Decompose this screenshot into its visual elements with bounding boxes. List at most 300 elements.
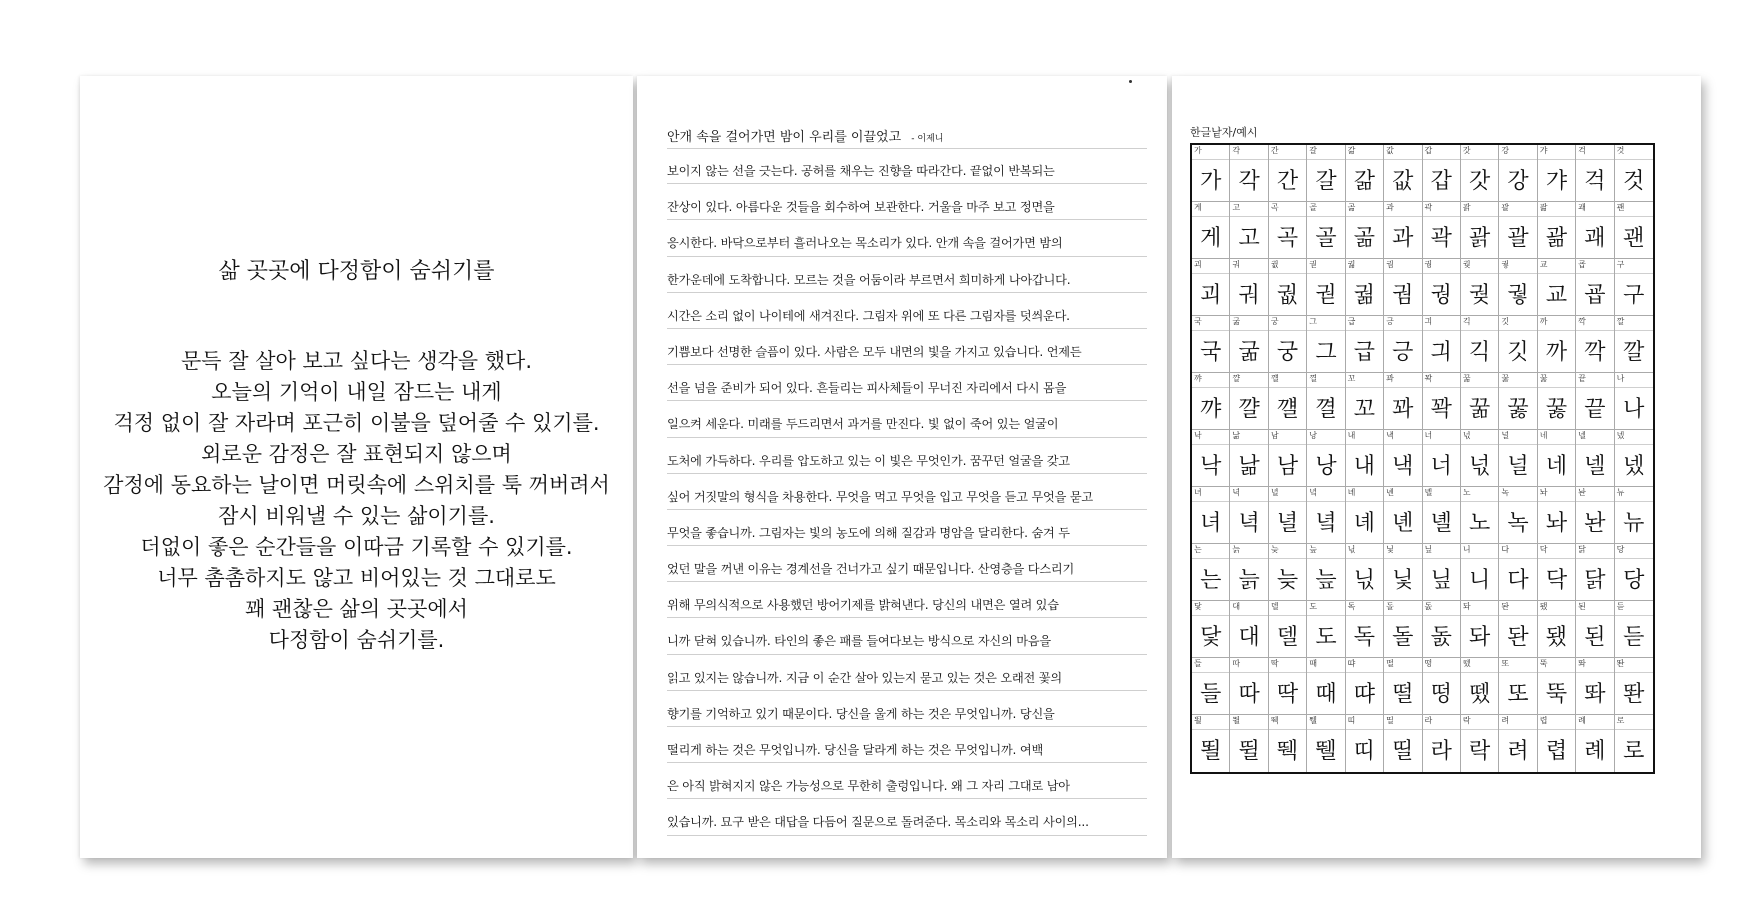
cell-guideline — [1230, 159, 1267, 160]
grid-cell — [1538, 145, 1576, 202]
grid-cell — [1346, 373, 1384, 430]
grid-cell — [1499, 373, 1537, 430]
cell-label: 닭 — [1578, 545, 1586, 554]
cell-handwritten: 듣 — [1623, 625, 1645, 650]
cell-label: 따 — [1232, 659, 1241, 668]
cell-label: 낵 — [1386, 431, 1394, 440]
cell-label: 딱 — [1270, 659, 1279, 668]
poem-line: 오늘의 기억이 내일 잠드는 내게 — [211, 380, 502, 404]
cell-handwritten: 간 — [1276, 169, 1299, 194]
grid-cell — [1192, 145, 1230, 202]
cell-label: 깔 — [1616, 317, 1625, 326]
grid-cell — [1499, 202, 1537, 259]
cell-label: 닻 — [1194, 602, 1202, 611]
cell-label: 곽 — [1424, 203, 1433, 212]
grid-cell — [1192, 487, 1230, 544]
grid-cell — [1576, 658, 1614, 715]
cell-label: 똰 — [1616, 659, 1625, 668]
cell-handwritten: 궚 — [1276, 283, 1299, 308]
cell-label: 갈 — [1309, 146, 1317, 155]
cell-handwritten: 녈 — [1276, 511, 1299, 536]
cell-guideline — [1307, 159, 1344, 160]
cell-handwritten: 다 — [1507, 568, 1529, 593]
cell-handwritten: 뛸 — [1238, 739, 1260, 764]
cell-handwritten: 급 — [1353, 340, 1375, 365]
cell-label: 넬 — [1578, 431, 1586, 440]
cell-label: 녁 — [1232, 488, 1241, 497]
cell-guideline — [1423, 330, 1460, 331]
cell-handwritten: 늪 — [1315, 568, 1337, 593]
cell-label: 뛸 — [1232, 716, 1241, 725]
cell-label: 강 — [1501, 146, 1510, 155]
cell-guideline — [1615, 273, 1653, 274]
grid-cell — [1307, 145, 1345, 202]
grid-cell — [1538, 202, 1576, 259]
cell-handwritten: 걱 — [1584, 169, 1606, 194]
cell-guideline — [1538, 444, 1575, 445]
cell-guideline — [1384, 558, 1421, 559]
grid-cell — [1461, 544, 1499, 601]
grid-cell — [1615, 658, 1653, 715]
cell-label: 려 — [1501, 716, 1510, 725]
cell-guideline — [1576, 330, 1613, 331]
cell-guideline — [1538, 159, 1575, 160]
grid-cell — [1461, 601, 1499, 658]
grid-cell — [1384, 259, 1422, 316]
grid-cell — [1423, 601, 1461, 658]
poem-line: 꽤 괜찮은 삶의 곳곳에서 — [245, 597, 468, 621]
cell-label: 내 — [1347, 431, 1356, 440]
grid-cell — [1230, 487, 1268, 544]
cell-label: 과 — [1386, 203, 1394, 212]
grid-cell — [1307, 487, 1345, 544]
cell-handwritten: 땨 — [1353, 682, 1375, 707]
cell-handwritten: 독 — [1353, 625, 1375, 650]
cell-label: 괄 — [1501, 203, 1510, 212]
cell-guideline — [1269, 672, 1306, 673]
grid-cell — [1307, 259, 1345, 316]
cell-handwritten: 괄 — [1507, 226, 1529, 251]
cell-handwritten: 곪 — [1353, 226, 1375, 251]
cell-guideline — [1499, 330, 1536, 331]
cell-handwritten: 깔 — [1623, 340, 1645, 365]
cell-label: 그 — [1309, 317, 1317, 326]
cell-label: 똬 — [1578, 659, 1586, 668]
cell-handwritten: 괜 — [1623, 226, 1645, 251]
cell-label: 도 — [1309, 602, 1317, 611]
cell-label: 낙 — [1194, 431, 1202, 440]
cell-guideline — [1538, 387, 1575, 388]
cell-label: 는 — [1194, 545, 1202, 554]
cell-handwritten: 델 — [1276, 625, 1299, 650]
cell-label: 녤 — [1424, 488, 1433, 497]
cell-guideline — [1192, 273, 1229, 274]
cell-guideline — [1192, 216, 1229, 217]
cell-handwritten: 꺨 — [1276, 397, 1299, 422]
cell-handwritten: 당 — [1623, 568, 1645, 593]
cell-guideline — [1615, 501, 1653, 502]
cell-handwritten: 뗐 — [1468, 682, 1491, 707]
grid-cell — [1230, 601, 1268, 658]
grid-cell — [1230, 658, 1268, 715]
grid-cell — [1230, 145, 1268, 202]
cell-guideline — [1538, 501, 1575, 502]
cell-handwritten: 닢 — [1430, 568, 1452, 593]
cell-label: 네 — [1539, 431, 1548, 440]
grid-cell — [1346, 430, 1384, 487]
cell-guideline — [1423, 159, 1460, 160]
poem-line: 다정함이 숨쉬기를. — [268, 628, 445, 652]
cell-handwritten: 굶 — [1238, 340, 1260, 365]
cell-guideline — [1192, 387, 1229, 388]
cell-guideline — [1384, 216, 1421, 217]
cell-handwritten: 내 — [1353, 454, 1375, 479]
passage-line: 읽고 있지는 않습니까. 지금 이 순간 살아 있는지 묻고 있는 것은 오래전 꽃의 — [667, 655, 1147, 691]
cell-guideline — [1384, 729, 1421, 730]
grid-cell — [1538, 544, 1576, 601]
cell-label: 갓 — [1462, 146, 1471, 155]
cell-handwritten: 궏 — [1315, 283, 1337, 308]
cell-handwritten: 례 — [1584, 739, 1606, 764]
cell-label: 때 — [1309, 659, 1317, 668]
cell-handwritten: 렵 — [1545, 739, 1568, 764]
cell-handwritten: 똰 — [1623, 682, 1645, 707]
passage-heading-line — [667, 118, 1147, 149]
cell-label: 괜 — [1616, 203, 1625, 212]
grid-cell — [1499, 430, 1537, 487]
grid-cell — [1615, 145, 1653, 202]
cell-handwritten: 교 — [1545, 283, 1568, 308]
cell-handwritten: 긱 — [1468, 340, 1491, 365]
cell-handwritten: 닭 — [1584, 568, 1606, 593]
cell-handwritten: 녘 — [1315, 511, 1337, 536]
grid-cell — [1499, 601, 1537, 658]
cell-label: 깃 — [1501, 317, 1510, 326]
cell-handwritten: 닋 — [1353, 568, 1375, 593]
cell-label: 독 — [1347, 602, 1356, 611]
cell-guideline — [1230, 729, 1267, 730]
grid-cell — [1423, 544, 1461, 601]
grid-cell — [1269, 316, 1307, 373]
cell-label: 깍 — [1578, 317, 1586, 326]
cell-guideline — [1499, 444, 1536, 445]
grid-cell — [1499, 145, 1537, 202]
grid-cell — [1615, 487, 1653, 544]
cell-guideline — [1230, 273, 1267, 274]
passage-line: 싶어 거짓말의 형식을 차용한다. 무엇을 먹고 무엇을 입고 무엇을 듣고 무엇을 묻고 — [667, 474, 1147, 510]
passage-line: 시간은 소리 없이 나이테에 새겨진다. 그림자 위에 또 다른 그림자를 덧씌운다. — [667, 293, 1147, 329]
cell-handwritten: 뉴 — [1623, 511, 1645, 536]
cell-guideline — [1615, 159, 1653, 160]
cell-guideline — [1499, 159, 1536, 160]
grid-cell — [1269, 487, 1307, 544]
grid-cell — [1230, 373, 1268, 430]
passage-line: 잔상이 있다. 아름다운 것들을 회수하여 보관한다. 거울을 마주 보고 정면을 — [667, 184, 1147, 220]
cell-handwritten: 떵 — [1430, 682, 1452, 707]
cell-label: 낢 — [1232, 431, 1241, 440]
grid-cell — [1192, 544, 1230, 601]
cell-handwritten: 꽉 — [1430, 397, 1452, 422]
cell-guideline — [1384, 615, 1421, 616]
cell-guideline — [1461, 501, 1498, 502]
grid-cell — [1384, 544, 1422, 601]
grid-cell — [1307, 601, 1345, 658]
cell-label: 괆 — [1539, 203, 1548, 212]
grid-cell — [1499, 316, 1537, 373]
cell-handwritten: 뛜 — [1315, 739, 1337, 764]
cell-guideline — [1423, 501, 1460, 502]
poem-page — [80, 76, 633, 858]
grid-cell — [1269, 601, 1307, 658]
cell-label: 궚 — [1270, 260, 1279, 269]
grid-cell — [1538, 487, 1576, 544]
cell-handwritten: 가 — [1200, 169, 1222, 194]
cell-handwritten: 강 — [1507, 169, 1529, 194]
cell-label: 갸 — [1539, 146, 1548, 155]
grid-cell — [1384, 145, 1422, 202]
cell-handwritten: 긍 — [1392, 340, 1414, 365]
syllable-grid — [1190, 143, 1655, 774]
cell-guideline — [1576, 159, 1613, 160]
grid-cell — [1346, 202, 1384, 259]
passage-line: 무엇을 좋습니까. 그림자는 빛의 농도에 의해 질감과 명암을 달리한다. 숨겨 두 — [667, 510, 1147, 546]
cell-guideline — [1384, 330, 1421, 331]
cell-handwritten: 값 — [1392, 169, 1414, 194]
grid-cell — [1307, 316, 1345, 373]
cell-guideline — [1230, 444, 1267, 445]
grid-cell — [1461, 487, 1499, 544]
grid-cell — [1346, 316, 1384, 373]
grid-cell — [1461, 145, 1499, 202]
cell-label: 대 — [1232, 602, 1241, 611]
cell-handwritten: 놔 — [1545, 511, 1568, 536]
grid-cell — [1538, 316, 1576, 373]
cell-label: 다 — [1501, 545, 1510, 554]
cell-label: 로 — [1616, 716, 1625, 725]
cell-label: 돤 — [1501, 602, 1510, 611]
cell-guideline — [1615, 729, 1653, 730]
cell-label: 꿂 — [1462, 374, 1471, 383]
passage-line: 향기를 기억하고 있기 때문이다. 당신을 울게 하는 것은 무엇입니까. 당신을 — [667, 691, 1147, 727]
cell-handwritten: 괆 — [1545, 226, 1568, 251]
grid-cell — [1538, 601, 1576, 658]
cell-handwritten: 나 — [1623, 397, 1645, 422]
cell-guideline — [1230, 216, 1267, 217]
cell-guideline — [1192, 672, 1229, 673]
cell-handwritten: 된 — [1584, 625, 1606, 650]
cell-handwritten: 노 — [1468, 511, 1491, 536]
cell-handwritten: 긔 — [1430, 340, 1452, 365]
cell-label: 닢 — [1424, 545, 1433, 554]
cell-label: 꺄 — [1194, 374, 1202, 383]
cell-label: 니 — [1462, 545, 1471, 554]
cell-label: 뚝 — [1539, 659, 1548, 668]
passage-line: 선을 넘을 준비가 되어 있다. 흔들리는 피사체들이 무너진 자리에서 다시 몸을 — [667, 365, 1147, 401]
cell-guideline — [1615, 615, 1653, 616]
grid-cell — [1192, 259, 1230, 316]
cell-label: 괅 — [1462, 203, 1471, 212]
cell-label: 궘 — [1386, 260, 1394, 269]
cell-label: 너 — [1424, 431, 1433, 440]
cell-label: 델 — [1270, 602, 1279, 611]
grid-cell — [1423, 658, 1461, 715]
cell-guideline — [1346, 672, 1383, 673]
cell-guideline — [1192, 501, 1229, 502]
grid-cell — [1615, 430, 1653, 487]
cell-handwritten: 낭 — [1315, 454, 1337, 479]
cell-handwritten: 뛕 — [1276, 739, 1299, 764]
cell-handwritten: 딱 — [1276, 682, 1299, 707]
cell-guideline — [1615, 387, 1653, 388]
cell-guideline — [1423, 444, 1460, 445]
grid-cell — [1269, 145, 1307, 202]
cell-handwritten: 려 — [1507, 739, 1529, 764]
cell-handwritten: 게 — [1200, 226, 1222, 251]
cell-handwritten: 똬 — [1584, 682, 1606, 707]
cell-label: 긔 — [1424, 317, 1433, 326]
cell-handwritten: 괴 — [1200, 283, 1222, 308]
grid-title: 한글낱자/예시 — [1190, 126, 1258, 139]
grid-cell — [1192, 715, 1230, 772]
passage-line: 한가운데에 도착합니다. 모르는 것을 어둠이라 부르면서 희미하게 나아갑니다. — [667, 257, 1147, 293]
cell-guideline — [1269, 729, 1306, 730]
cell-handwritten: 늙 — [1238, 568, 1260, 593]
cell-guideline — [1461, 615, 1498, 616]
cell-guideline — [1346, 159, 1383, 160]
cell-label: 닥 — [1539, 545, 1548, 554]
cell-label: 례 — [1578, 716, 1586, 725]
grid-cell — [1576, 487, 1614, 544]
grid-cell — [1615, 259, 1653, 316]
grid-cell — [1346, 544, 1384, 601]
cell-guideline — [1615, 444, 1653, 445]
cell-guideline — [1423, 216, 1460, 217]
cell-guideline — [1461, 672, 1498, 673]
grid-cell — [1461, 202, 1499, 259]
cell-guideline — [1499, 558, 1536, 559]
cell-guideline — [1576, 387, 1613, 388]
grid-cell — [1269, 658, 1307, 715]
cell-label: 떨 — [1386, 659, 1394, 668]
grid-cell — [1269, 430, 1307, 487]
cell-handwritten: 궝 — [1430, 283, 1452, 308]
cell-label: 늙 — [1232, 545, 1241, 554]
grid-cell — [1423, 316, 1461, 373]
cell-guideline — [1499, 387, 1536, 388]
grid-cell — [1461, 316, 1499, 373]
cell-label: 각 — [1232, 146, 1241, 155]
cell-guideline — [1307, 501, 1344, 502]
grid-cell — [1307, 202, 1345, 259]
cell-guideline — [1461, 330, 1498, 331]
cell-label: 괘 — [1578, 203, 1586, 212]
cell-handwritten: 갸 — [1545, 169, 1568, 194]
grid-cell — [1576, 202, 1614, 259]
cell-guideline — [1384, 672, 1421, 673]
grid-cell — [1269, 373, 1307, 430]
grid-cell — [1384, 430, 1422, 487]
cell-guideline — [1269, 615, 1306, 616]
cell-guideline — [1192, 558, 1229, 559]
cell-label: 된 — [1578, 602, 1586, 611]
passage-line: 응시한다. 바닥으로부터 흘러나오는 목소리가 있다. 안개 속을 걸어가면 밤의 — [667, 220, 1147, 256]
cell-handwritten: 네 — [1545, 454, 1568, 479]
passage-line: 일으켜 세운다. 미래를 두드리면서 과거를 만진다. 빛 없이 죽어 있는 얼굴이 — [667, 401, 1147, 437]
cell-guideline — [1192, 615, 1229, 616]
grid-cell — [1615, 373, 1653, 430]
grid-cell — [1384, 487, 1422, 544]
cell-label: 닟 — [1386, 545, 1394, 554]
cell-label: 국 — [1194, 317, 1202, 326]
grid-cell — [1269, 259, 1307, 316]
cell-guideline — [1423, 273, 1460, 274]
cell-handwritten: 녀 — [1200, 511, 1222, 536]
cell-label: 돌 — [1386, 602, 1394, 611]
cell-guideline — [1307, 216, 1344, 217]
grid-cell — [1230, 259, 1268, 316]
cell-guideline — [1461, 444, 1498, 445]
grid-cell — [1423, 202, 1461, 259]
cell-handwritten: 껼 — [1315, 397, 1337, 422]
grid-cell — [1576, 544, 1614, 601]
cell-handwritten: 녹 — [1507, 511, 1529, 536]
grid-cell — [1576, 715, 1614, 772]
cell-label: 굡 — [1578, 260, 1586, 269]
cell-label: 뛕 — [1270, 716, 1279, 725]
cell-guideline — [1461, 387, 1498, 388]
cell-guideline — [1576, 444, 1613, 445]
grid-cell — [1423, 487, 1461, 544]
cell-handwritten: 떨 — [1392, 682, 1414, 707]
cell-guideline — [1538, 672, 1575, 673]
cell-label: 곪 — [1347, 203, 1356, 212]
grid-cell — [1192, 658, 1230, 715]
cell-label: 굶 — [1232, 317, 1241, 326]
cell-guideline — [1269, 387, 1306, 388]
grid-cell — [1461, 373, 1499, 430]
cell-label: 뉴 — [1616, 488, 1625, 497]
poem-line: 걱정 없이 잘 자라며 포근히 이불을 덮어줄 수 있기를. — [113, 411, 600, 435]
grid-cell — [1230, 544, 1268, 601]
cell-handwritten: 그 — [1315, 340, 1337, 365]
cell-label: 락 — [1462, 716, 1471, 725]
passage-line: 기쁨보다 선명한 슬픔이 있다. 사람은 모두 내면의 빛을 가지고 있습니다. 언제든 — [667, 329, 1147, 365]
poem-title: 삶 곳곳에 다정함이 숨쉬기를 — [218, 259, 495, 284]
cell-label: 궞 — [1462, 260, 1471, 269]
passage-lines — [667, 148, 1147, 836]
cell-label: 듣 — [1616, 602, 1625, 611]
cell-handwritten: 도 — [1315, 625, 1337, 650]
cell-handwritten: 띠 — [1353, 739, 1375, 764]
cell-label: 녀 — [1194, 488, 1202, 497]
cell-label: 곡 — [1270, 203, 1279, 212]
cell-label: 꺌 — [1232, 374, 1241, 383]
cell-label: 가 — [1194, 146, 1202, 155]
cell-label: 걱 — [1578, 146, 1586, 155]
cell-label: 궣 — [1501, 260, 1510, 269]
cell-handwritten: 궣 — [1507, 283, 1529, 308]
cell-handwritten: 깍 — [1584, 340, 1606, 365]
cell-label: 나 — [1616, 374, 1625, 383]
grid-cell — [1192, 373, 1230, 430]
cell-guideline — [1307, 273, 1344, 274]
cell-label: 뙬 — [1194, 716, 1202, 725]
cell-handwritten: 궁 — [1276, 340, 1299, 365]
grid-cell — [1346, 259, 1384, 316]
grid-cell — [1384, 316, 1422, 373]
grid-cell — [1269, 544, 1307, 601]
passage-line: 도처에 가득하다. 우리를 압도하고 있는 이 빛은 무엇인가. 꿈꾸던 얼굴을 갖고 — [667, 438, 1147, 474]
